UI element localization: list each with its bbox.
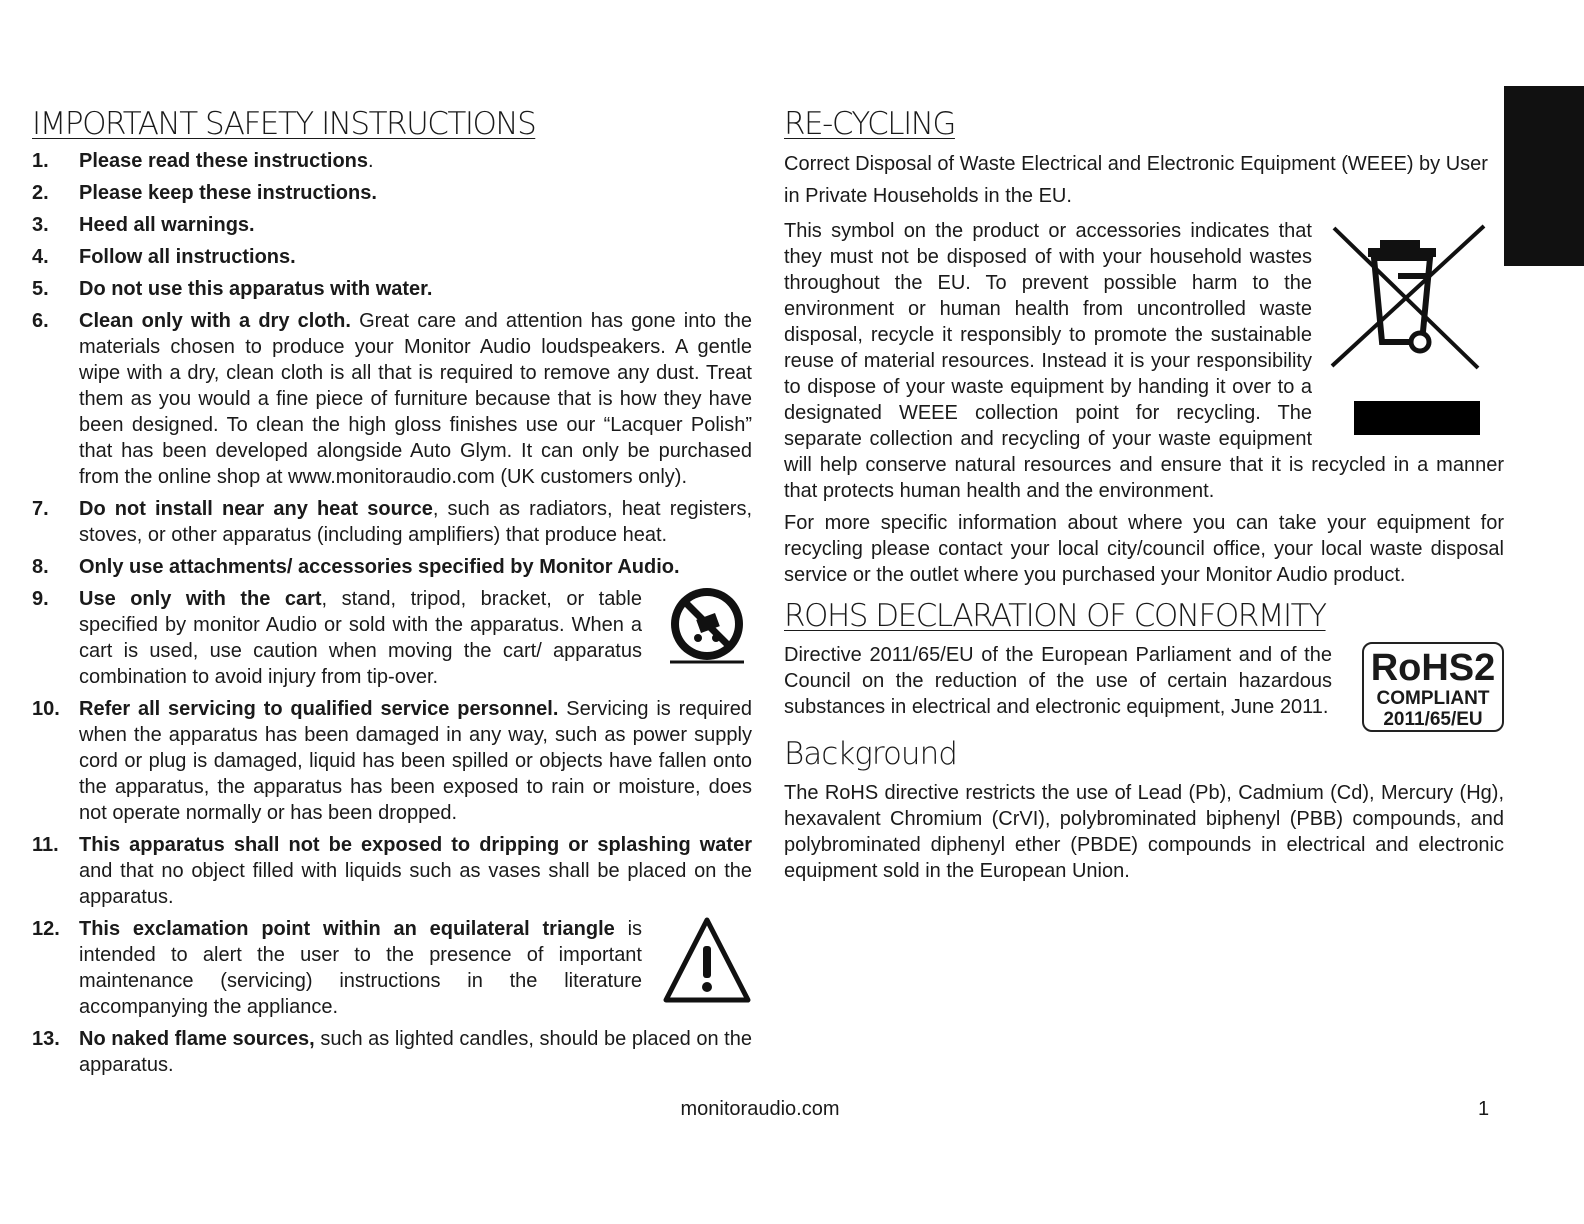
item-number: 8. — [32, 556, 49, 578]
item-text: such as lighted candles, should be placed on the apparatus. — [79, 1028, 752, 1076]
safety-item-13 — [32, 1026, 752, 1078]
recycling-more: For more specific information about where you can take your equipment for recycling please contact your local city/council office, your local waste disposal service or the outlet where you purchased your Monitor Audio product. — [784, 512, 1504, 586]
item-number: 4. — [32, 246, 49, 268]
recycling-heading: RE-CYCLING — [784, 106, 955, 142]
page-number: 1 — [1478, 1098, 1490, 1120]
item-bold: Refer all servicing to qualified service personnel. — [79, 698, 559, 720]
item-bold: Clean only with a dry cloth. — [79, 310, 351, 332]
footer-url: monitoraudio.com — [680, 1098, 840, 1120]
background-heading: Background — [784, 736, 957, 772]
item-bold: Please read these instructions — [79, 150, 369, 172]
safety-item-9 — [32, 586, 752, 690]
safety-item-7 — [32, 496, 752, 548]
item-bold: Do not use this apparatus with water. — [79, 278, 433, 300]
side-tab-marker — [1504, 86, 1584, 266]
rohs-body: Directive 2011/65/EU of the European Parliament and of the Council on the reduction of the use of certain hazardous substances in electrical and electronic equipment, June 2011. — [784, 644, 1332, 718]
item-bold: This apparatus shall not be exposed to dripping or splashing water — [79, 834, 752, 856]
item-text: Servicing is required when the apparatus has been damaged in any way, such as power supply cord or plug is damaged, liquid has been spilled or objects have fallen onto the apparatus, the apparatus has been exposed to rain or moisture, does not operate normally or has been dropped. — [79, 698, 752, 824]
item-number: 6. — [32, 310, 49, 332]
safety-list — [32, 148, 752, 1078]
safety-column — [32, 104, 752, 1084]
safety-item-1 — [32, 148, 752, 174]
item-number: 1. — [32, 150, 49, 172]
rohs-badge-compliant: COMPLIANT — [1376, 688, 1490, 709]
rohs-compliant-badge — [1362, 642, 1504, 732]
item-number: 5. — [32, 278, 49, 300]
rohs-badge-directive: 2011/65/EU — [1383, 709, 1483, 730]
weee-black-bar — [1354, 401, 1480, 435]
item-text: . — [368, 150, 374, 172]
item-number: 3. — [32, 214, 49, 236]
recycling-body: This symbol on the product or accessories indicates that they must not be disposed of with your household wastes throughout the EU. To prevent possible harm to the environment or human health from uncontrolled waste disposal, recycle it responsibly to promote the sustainable reuse of material resources. Instead it is your responsibility to dispose of your waste equipment by handing it over to a designated WEEE collection point for recycling. The separate collection and recycling of your waste equipment will help conserve natural resources and ensure that it is recycled in a manner that protects human health and the environment. — [784, 220, 1504, 502]
safety-item-2 — [32, 180, 752, 206]
item-number: 9. — [32, 588, 49, 610]
item-number: 11. — [32, 834, 59, 856]
recycling-body-block — [784, 218, 1504, 504]
item-bold: No naked flame sources, — [79, 1028, 315, 1050]
item-number: 2. — [32, 182, 49, 204]
recycling-column — [784, 104, 1504, 890]
item-text: , such as radiators, heat registers, stoves, or other apparatus (including amplifiers) that produce heat. — [79, 498, 753, 546]
item-bold: This exclamation point within an equilateral triangle — [79, 918, 615, 940]
item-number: 10. — [32, 698, 60, 720]
crossed-bin-icon — [1328, 218, 1504, 378]
rohs-badge-title: RoHS2 — [1370, 647, 1496, 689]
item-number: 7. — [32, 498, 49, 520]
safety-item-10 — [32, 696, 752, 826]
item-text: , stand, tripod, bracket, or table specified by monitor Audio or sold with the apparatus. When a cart is used, use caution when moving the cart/ apparatus combination to avoid injury from tip-over. — [79, 588, 642, 688]
safety-item-6 — [32, 308, 752, 490]
background-body: The RoHS directive restricts the use of Lead (Pb), Cadmium (Cd), Mercury (Hg), hexavalent Chromium (CrVI), polybrominated biphenyl (PBB) compounds, and polybrominated diphenyl ether (PBDE) compounds in electrical and electronic equipment sold in the European Union. — [784, 782, 1504, 882]
rohs-heading: ROHS DECLARATION OF CONFORMITY — [784, 598, 1326, 634]
safety-heading: IMPORTANT SAFETY INSTRUCTIONS — [32, 106, 536, 142]
warning-triangle-icon — [662, 916, 752, 1011]
item-text: Great care and attention has gone into the materials chosen to produce your Monitor Audio loudspeakers. A gentle wipe with a dry, clean cloth is all that is required to remove any dust. Treat them as you would a fine piece of furniture because that is how they have been designed. To clean the high gloss finishes use our “Lacquer Polish” that has been developed alongside Auto Glym. It can only be purchased from the online shop at www.monitoraudio.com (UK customers only). — [79, 310, 752, 488]
item-bold: Do not install near any heat source — [79, 498, 433, 520]
rohs-block — [784, 642, 1504, 730]
safety-item-8 — [32, 554, 752, 580]
item-bold: Follow all instructions. — [79, 246, 296, 268]
safety-item-5 — [32, 276, 752, 302]
item-number: 12. — [32, 918, 60, 940]
safety-item-11 — [32, 832, 752, 910]
item-bold: Please keep these instructions. — [79, 182, 377, 204]
recycling-intro: Correct Disposal of Waste Electrical and Electronic Equipment (WEEE) by User in Private Households in the EU. — [784, 153, 1488, 207]
weee-symbol — [1328, 218, 1504, 435]
item-bold: Heed all warnings. — [79, 214, 255, 236]
item-bold: Only use attachments/ accessories specified by Monitor Audio. — [79, 556, 680, 578]
item-bold: Use only with the cart — [79, 588, 322, 610]
item-text: is intended to alert the user to the presence of important maintenance (servicing) instructions in the literature accompanying the appliance. — [79, 918, 643, 1018]
cart-warning-icon — [662, 586, 752, 675]
item-text: and that no object filled with liquids such as vases shall be placed on the apparatus. — [79, 860, 752, 908]
item-number: 13. — [32, 1028, 60, 1050]
safety-item-3 — [32, 212, 752, 238]
safety-item-12 — [32, 916, 752, 1020]
safety-item-4 — [32, 244, 752, 270]
